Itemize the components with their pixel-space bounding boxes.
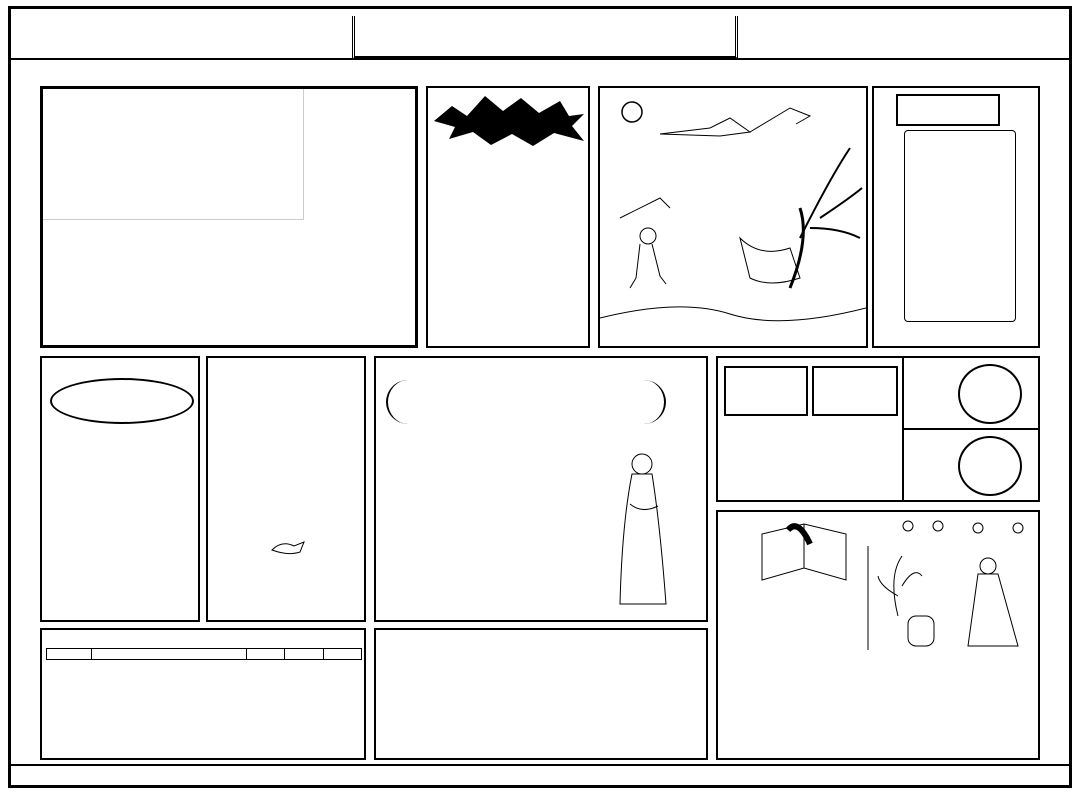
total-open-box xyxy=(724,366,808,416)
special-number-title-banner xyxy=(50,378,194,424)
history-header-row xyxy=(47,649,362,660)
seek-chart-panel xyxy=(872,86,1040,348)
zodiac-animal-icon xyxy=(268,536,308,558)
wong-tai-sin-panel xyxy=(374,356,708,622)
spirit-title-burst xyxy=(434,96,584,146)
crane-illustration-panel xyxy=(598,86,868,348)
wts-title-frame xyxy=(386,380,666,424)
seek-chart-title xyxy=(896,94,1000,126)
eight-immortals-panel xyxy=(374,628,708,760)
crane-scene-illustration xyxy=(600,88,866,346)
history-table xyxy=(46,648,362,660)
history-table-wrap xyxy=(46,648,362,660)
totals-panel xyxy=(716,356,1040,502)
marquee-top xyxy=(14,62,1070,84)
marquee-right xyxy=(1044,86,1066,751)
history-col-period xyxy=(47,649,92,660)
special-number-panel xyxy=(40,356,200,622)
history-col-special xyxy=(247,649,285,660)
eight-immortals-row xyxy=(376,630,706,758)
totals-row-divider xyxy=(902,428,1038,430)
history-panel xyxy=(40,628,366,760)
header-rule xyxy=(10,58,1070,60)
history-col-total xyxy=(323,649,361,660)
seek-scroll xyxy=(904,130,1016,322)
room-illustration xyxy=(858,516,1038,656)
year-number-1 xyxy=(958,364,1022,424)
header-title-box xyxy=(352,16,738,59)
masthead-blank xyxy=(43,89,304,220)
spirit-numbers-panel xyxy=(426,86,590,348)
poem-panel xyxy=(206,356,366,622)
wong-tai-sin-figure xyxy=(602,444,682,614)
history-col-oddeven xyxy=(285,649,323,660)
book-illustration xyxy=(758,520,850,592)
year-number-2 xyxy=(958,436,1022,496)
puzzle-panel xyxy=(716,510,1040,760)
masthead-panel xyxy=(40,86,418,348)
footer-rule xyxy=(10,764,1070,766)
special-open-box xyxy=(812,366,898,416)
marquee-left xyxy=(14,86,36,751)
history-col-normal xyxy=(92,649,247,660)
